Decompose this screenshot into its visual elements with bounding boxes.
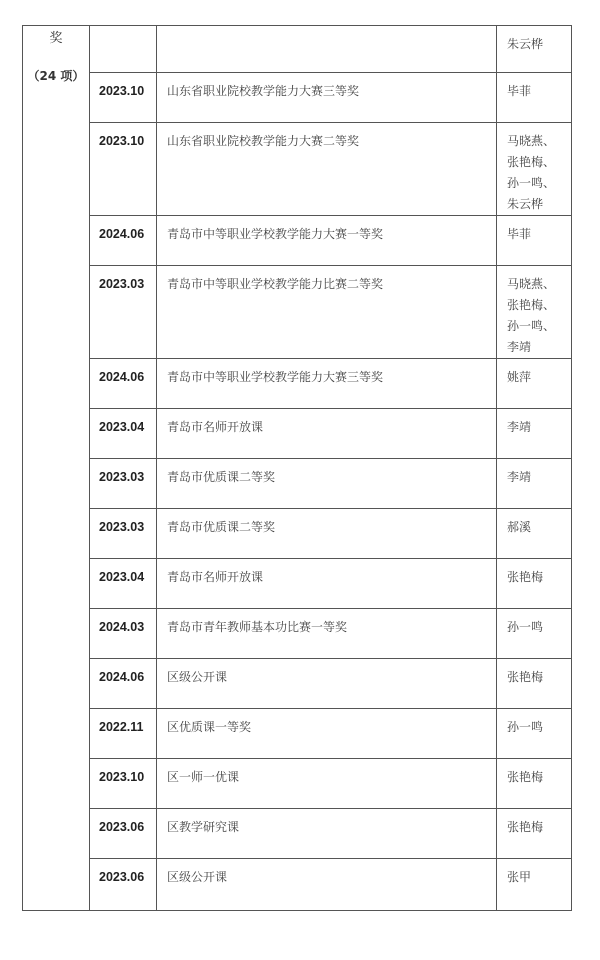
person-name: 李靖 [507, 340, 532, 354]
award-title-cell: 青岛市中等职业学校教学能力大赛一等奖 [157, 216, 497, 266]
date-cell [90, 26, 157, 73]
person-name: 张艳梅 [507, 770, 544, 784]
award-title-cell: 山东省职业院校教学能力大赛二等奖 [157, 123, 497, 216]
person-name: 朱云桦 [507, 197, 544, 211]
people-cell [497, 659, 572, 709]
person-name: 张艳梅、 [507, 155, 556, 169]
date-cell: 2023.04 [90, 559, 157, 609]
person-name: 孙一鸣 [507, 620, 544, 634]
person-name: 张艳梅、 [507, 298, 556, 312]
person-name: 马晓燕、 [507, 277, 556, 291]
award-title-cell: 山东省职业院校教学能力大赛三等奖 [157, 73, 497, 123]
award-title-cell: 青岛市青年教师基本功比赛一等奖 [157, 609, 497, 659]
table-row [23, 73, 572, 123]
date-cell: 2023.03 [90, 509, 157, 559]
person-name: 李靖 [507, 470, 532, 484]
person-name: 毕菲 [507, 84, 532, 98]
date-cell: 2023.03 [90, 266, 157, 359]
people-cell [497, 216, 572, 266]
date-cell: 2024.06 [90, 216, 157, 266]
people-cell [497, 123, 572, 216]
award-title-cell: 青岛市优质课二等奖 [157, 509, 497, 559]
category-cell [23, 26, 90, 911]
awards-table [22, 25, 572, 911]
table-row [23, 659, 572, 709]
people-cell [497, 459, 572, 509]
date-cell: 2023.10 [90, 123, 157, 216]
table-row [23, 709, 572, 759]
date-cell: 2023.03 [90, 459, 157, 509]
table-row [23, 123, 572, 216]
date-cell: 2023.06 [90, 859, 157, 911]
people-cell [497, 609, 572, 659]
people-cell [497, 709, 572, 759]
person-name: 孙一鸣 [507, 720, 544, 734]
person-name: 孙一鸣、 [507, 319, 556, 333]
date-cell: 2024.06 [90, 659, 157, 709]
date-cell: 2024.03 [90, 609, 157, 659]
table-row [23, 509, 572, 559]
people-cell [497, 509, 572, 559]
people-cell [497, 859, 572, 911]
award-title-cell: 区级公开课 [157, 659, 497, 709]
award-title-cell: 区一师一优课 [157, 759, 497, 809]
award-title-cell: 区教学研究课 [157, 809, 497, 859]
person-name: 姚萍 [507, 370, 532, 384]
person-name: 孙一鸣、 [507, 176, 556, 190]
award-title-cell: 区优质课一等奖 [157, 709, 497, 759]
award-title-cell: 区级公开课 [157, 859, 497, 911]
award-title-cell: 青岛市中等职业学校教学能力比赛二等奖 [157, 266, 497, 359]
people-cell [497, 409, 572, 459]
award-title-cell: 青岛市优质课二等奖 [157, 459, 497, 509]
table-row [23, 759, 572, 809]
date-cell: 2023.04 [90, 409, 157, 459]
person-name: 张艳梅 [507, 570, 544, 584]
award-title-cell: 青岛市名师开放课 [157, 559, 497, 609]
date-cell: 2023.10 [90, 73, 157, 123]
category-count: （24 项） [27, 69, 85, 83]
people-cell [497, 559, 572, 609]
award-title-cell [157, 26, 497, 73]
table-row [23, 559, 572, 609]
person-name: 马晓燕、 [507, 134, 556, 148]
table-row [23, 459, 572, 509]
people-cell [497, 759, 572, 809]
date-cell: 2023.10 [90, 759, 157, 809]
date-cell: 2023.06 [90, 809, 157, 859]
table-row [23, 266, 572, 359]
award-title-cell: 青岛市名师开放课 [157, 409, 497, 459]
people-cell [497, 26, 572, 73]
date-cell: 2022.11 [90, 709, 157, 759]
table-row [23, 216, 572, 266]
category-label: 奖 [49, 31, 63, 46]
person-name: 张艳梅 [507, 820, 544, 834]
people-cell [497, 809, 572, 859]
table-row [23, 609, 572, 659]
table-row [23, 809, 572, 859]
table-row [23, 859, 572, 911]
table-row [23, 409, 572, 459]
person-name: 毕菲 [507, 227, 532, 241]
people-cell [497, 266, 572, 359]
people-cell [497, 73, 572, 123]
person-name: 张甲 [507, 870, 532, 884]
person-name: 张艳梅 [507, 670, 544, 684]
date-cell: 2024.06 [90, 359, 157, 409]
person-name: 朱云桦 [507, 37, 544, 51]
people-cell [497, 359, 572, 409]
person-name: 李靖 [507, 420, 532, 434]
table-row [23, 26, 572, 73]
award-title-cell: 青岛市中等职业学校教学能力大赛三等奖 [157, 359, 497, 409]
person-name: 郝溪 [507, 520, 532, 534]
table-row [23, 359, 572, 409]
